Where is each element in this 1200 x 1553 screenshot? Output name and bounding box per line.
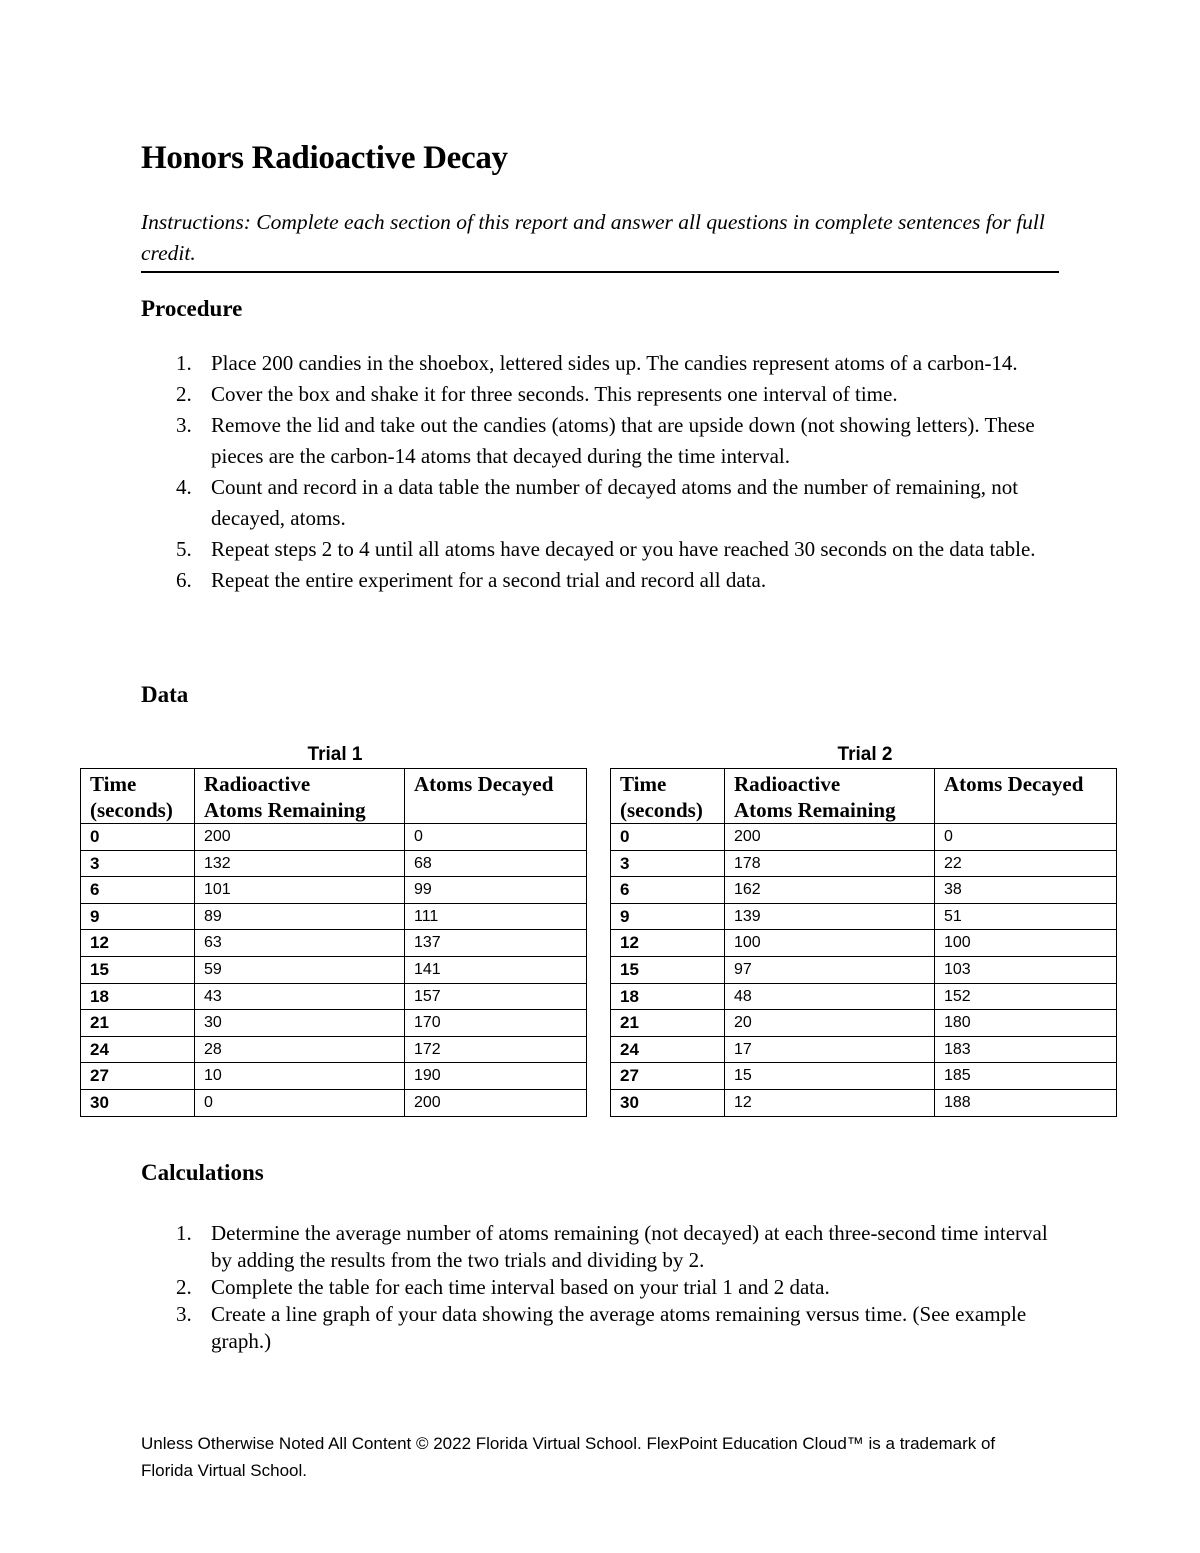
- time-cell: 0: [81, 824, 195, 851]
- list-text: Complete the table for each time interval based on your trial 1 and 2 data.: [211, 1275, 830, 1299]
- decayed-cell: 68: [405, 850, 587, 877]
- decayed-cell: 0: [405, 824, 587, 851]
- table-row: [611, 1063, 1117, 1090]
- remaining-cell: 63: [195, 930, 405, 957]
- table-row: [81, 1036, 587, 1063]
- table-row: [81, 824, 587, 851]
- time-cell: 18: [611, 983, 725, 1010]
- time-cell: 18: [81, 983, 195, 1010]
- decayed-cell: 99: [405, 877, 587, 904]
- remaining-cell: 10: [195, 1063, 405, 1090]
- remaining-cell: 200: [195, 824, 405, 851]
- time-cell: 24: [611, 1036, 725, 1063]
- list-item: [141, 565, 1061, 596]
- decayed-cell: 200: [405, 1089, 587, 1116]
- time-cell: 30: [81, 1089, 195, 1116]
- time-cell: 6: [611, 877, 725, 904]
- table-row: [81, 1010, 587, 1037]
- time-cell: 12: [611, 930, 725, 957]
- time-cell: 21: [81, 1010, 195, 1037]
- calculations-list: [141, 1220, 1061, 1355]
- remaining-cell: 17: [725, 1036, 935, 1063]
- remaining-cell: 15: [725, 1063, 935, 1090]
- time-cell: 30: [611, 1089, 725, 1116]
- decayed-cell: 183: [935, 1036, 1117, 1063]
- remaining-cell: 100: [725, 930, 935, 957]
- remaining-cell: 30: [195, 1010, 405, 1037]
- remaining-cell: 12: [725, 1089, 935, 1116]
- remaining-cell: 97: [725, 956, 935, 983]
- table-row: [81, 903, 587, 930]
- remaining-cell: 178: [725, 850, 935, 877]
- list-number: 4.: [176, 475, 192, 499]
- list-number: 3.: [176, 413, 192, 437]
- header-remaining: Radioactive Atoms Remaining: [725, 769, 935, 824]
- time-cell: 3: [611, 850, 725, 877]
- list-text: Cover the box and shake it for three seconds. This represents one interval of time.: [211, 382, 898, 406]
- table-row: [81, 930, 587, 957]
- remaining-cell: 20: [725, 1010, 935, 1037]
- remaining-cell: 89: [195, 903, 405, 930]
- header-decayed: Atoms Decayed: [405, 769, 587, 824]
- decayed-cell: 188: [935, 1089, 1117, 1116]
- list-text: Repeat the entire experiment for a second trial and record all data.: [211, 568, 767, 592]
- data-heading: Data: [141, 682, 189, 707]
- decayed-cell: 180: [935, 1010, 1117, 1037]
- decayed-cell: 185: [935, 1063, 1117, 1090]
- page-title: Honors Radioactive Decay: [141, 140, 508, 176]
- remaining-cell: 139: [725, 903, 935, 930]
- list-number: 2.: [176, 1275, 192, 1299]
- decayed-cell: 190: [405, 1063, 587, 1090]
- remaining-cell: 132: [195, 850, 405, 877]
- list-item: [141, 1274, 1061, 1301]
- table-row: [611, 930, 1117, 957]
- decayed-cell: 111: [405, 903, 587, 930]
- remaining-cell: 48: [725, 983, 935, 1010]
- list-item: [141, 1220, 1061, 1274]
- table-row: [611, 983, 1117, 1010]
- trial1-table: [80, 768, 587, 1117]
- table-row: [81, 877, 587, 904]
- header-remaining: Radioactive Atoms Remaining: [195, 769, 405, 824]
- time-cell: 3: [81, 850, 195, 877]
- table-row: [81, 983, 587, 1010]
- calculations-heading: Calculations: [141, 1160, 264, 1185]
- list-text: Count and record in a data table the number of decayed atoms and the number of remaining, not decayed, atoms.: [211, 475, 1019, 530]
- trial2-table: [610, 768, 1117, 1117]
- copyright-footer: Unless Otherwise Noted All Content © 2022 Florida Virtual School. FlexPoint Education Cloud™ is a trademark of Florida Virtual School.: [141, 1434, 996, 1480]
- time-cell: 15: [611, 956, 725, 983]
- table-row: [611, 824, 1117, 851]
- list-item: [141, 1301, 1061, 1355]
- table-row: [611, 903, 1117, 930]
- list-number: 5.: [176, 537, 192, 561]
- remaining-cell: 59: [195, 956, 405, 983]
- table-row: [611, 877, 1117, 904]
- table-row: [611, 1089, 1117, 1116]
- table-row: [611, 956, 1117, 983]
- decayed-cell: 100: [935, 930, 1117, 957]
- remaining-cell: 43: [195, 983, 405, 1010]
- procedure-heading: Procedure: [141, 296, 243, 321]
- time-cell: 0: [611, 824, 725, 851]
- time-cell: 24: [81, 1036, 195, 1063]
- time-cell: 21: [611, 1010, 725, 1037]
- decayed-cell: 38: [935, 877, 1117, 904]
- list-text: Remove the lid and take out the candies (atoms) that are upside down (not showing letters). These pieces are the carbon-14 atoms that decayed during the time interval.: [211, 413, 1035, 468]
- instructions-text: Instructions: Complete each section of this report and answer all questions in complete sentences for full credit.: [141, 207, 1059, 273]
- time-cell: 27: [611, 1063, 725, 1090]
- trial2-title: Trial 2: [837, 744, 893, 765]
- trial2-body: [611, 824, 1117, 1117]
- list-text: Place 200 candies in the shoebox, lettered sides up. The candies represent atoms of a carbon-14.: [211, 351, 1018, 375]
- list-number: 6.: [176, 568, 192, 592]
- time-cell: 12: [81, 930, 195, 957]
- header-time: Time (seconds): [81, 769, 195, 824]
- list-number: 2.: [176, 382, 192, 406]
- decayed-cell: 172: [405, 1036, 587, 1063]
- time-cell: 9: [81, 903, 195, 930]
- list-item: [141, 410, 1061, 472]
- table-row: [81, 956, 587, 983]
- time-cell: 9: [611, 903, 725, 930]
- trial1-title: Trial 1: [307, 744, 363, 765]
- list-item: [141, 534, 1061, 565]
- decayed-cell: 51: [935, 903, 1117, 930]
- remaining-cell: 28: [195, 1036, 405, 1063]
- header-time: Time (seconds): [611, 769, 725, 824]
- table-row: [81, 1063, 587, 1090]
- table-row: [81, 850, 587, 877]
- list-number: 1.: [176, 351, 192, 375]
- trial1-body: [81, 824, 587, 1117]
- list-number: 1.: [176, 1221, 192, 1245]
- list-item: [141, 379, 1061, 410]
- remaining-cell: 101: [195, 877, 405, 904]
- list-item: [141, 472, 1061, 534]
- decayed-cell: 170: [405, 1010, 587, 1037]
- list-text: Repeat steps 2 to 4 until all atoms have decayed or you have reached 30 seconds on the data table.: [211, 537, 1036, 561]
- decayed-cell: 103: [935, 956, 1117, 983]
- table-row: [81, 1089, 587, 1116]
- time-cell: 27: [81, 1063, 195, 1090]
- time-cell: 15: [81, 956, 195, 983]
- table-row: [611, 1036, 1117, 1063]
- remaining-cell: 200: [725, 824, 935, 851]
- decayed-cell: 0: [935, 824, 1117, 851]
- decayed-cell: 157: [405, 983, 587, 1010]
- decayed-cell: 22: [935, 850, 1117, 877]
- decayed-cell: 152: [935, 983, 1117, 1010]
- list-text: Determine the average number of atoms remaining (not decayed) at each three-second time interval by adding the results from the two trials and dividing by 2.: [211, 1221, 1048, 1272]
- time-cell: 6: [81, 877, 195, 904]
- table-row: [611, 1010, 1117, 1037]
- header-decayed: Atoms Decayed: [935, 769, 1117, 824]
- list-number: 3.: [176, 1302, 192, 1326]
- list-text: Create a line graph of your data showing the average atoms remaining versus time. (See example graph.): [211, 1302, 1027, 1353]
- table-row: [611, 850, 1117, 877]
- decayed-cell: 141: [405, 956, 587, 983]
- list-item: [141, 348, 1061, 379]
- remaining-cell: 162: [725, 877, 935, 904]
- decayed-cell: 137: [405, 930, 587, 957]
- remaining-cell: 0: [195, 1089, 405, 1116]
- procedure-list: [141, 348, 1061, 596]
